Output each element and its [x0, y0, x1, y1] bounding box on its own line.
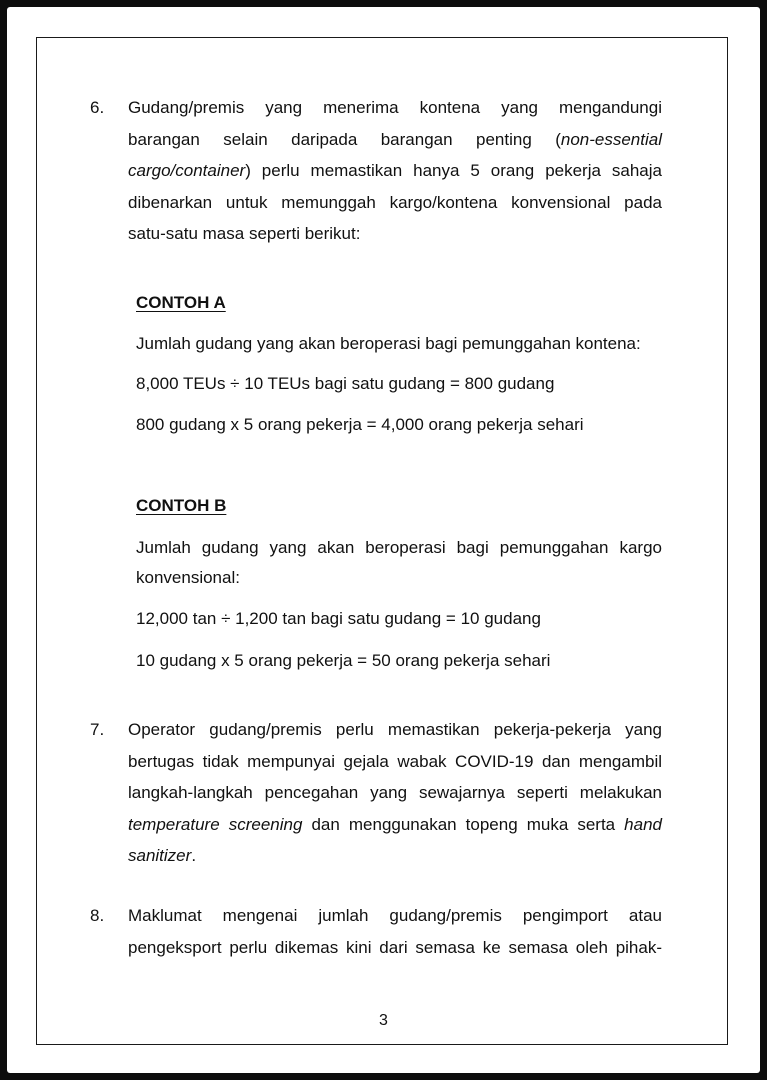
text-line: barangan selain daripada barangan penting (non-essential — [128, 129, 662, 149]
text-line: satu-satu masa seperti berikut: — [128, 224, 361, 243]
paragraph-number: 7. — [90, 720, 105, 739]
example-title: CONTOH B — [136, 496, 227, 515]
text-line: langkah-langkah pencegahan yang sewajarnya seperti melakukan — [128, 783, 662, 802]
example-calculation: 10 gudang x 5 orang pekerja = 50 orang pekerja sehari — [136, 651, 551, 670]
text-line: Gudang/premis yang menerima kontena yang mengandungi — [128, 98, 662, 117]
page-number: 3 — [379, 1012, 388, 1029]
text-line: pengeksport perlu dikemas kini dari semasa ke semasa oleh pihak- — [128, 937, 662, 957]
paragraph-8 — [90, 900, 662, 963]
text-line: Operator gudang/premis perlu memastikan pekerja-pekerja yang — [128, 720, 662, 739]
example-intro: Jumlah gudang yang akan beroperasi bagi pemunggahan kargo — [136, 538, 662, 557]
text-line: cargo/container) perlu memastikan hanya 5 orang pekerja sahaja — [128, 161, 662, 180]
example-calculation: 800 gudang x 5 orang pekerja = 4,000 orang pekerja sehari — [136, 415, 584, 434]
example-title: CONTOH A — [136, 293, 226, 312]
text-line: temperature screening dan menggunakan topeng muka serta hand — [128, 814, 662, 834]
text-line: sanitizer. — [128, 846, 197, 865]
paragraph-number: 8. — [90, 906, 105, 925]
paragraph-body — [128, 92, 662, 250]
paragraph-7 — [90, 714, 662, 872]
example-calculation: 12,000 tan ÷ 1,200 tan bagi satu gudang = 10 gudang — [136, 609, 541, 628]
paragraph-6 — [90, 92, 662, 250]
text-line: Maklumat mengenai jumlah gudang/premis pengimport atau — [128, 906, 662, 925]
text-line: dibenarkan untuk memunggah kargo/kontena konvensional pada — [128, 192, 662, 212]
paragraph-body — [128, 714, 662, 872]
paragraph-body — [128, 900, 662, 963]
example-intro: Jumlah gudang yang akan beroperasi bagi pemunggahan kontena: — [136, 334, 641, 353]
example-calculation: 8,000 TEUs ÷ 10 TEUs bagi satu gudang = 800 gudang — [136, 374, 555, 393]
example-intro: konvensional: — [136, 568, 240, 587]
paragraph-number: 6. — [90, 98, 105, 117]
text-line: bertugas tidak mempunyai gejala wabak COVID-19 dan mengambil — [128, 751, 662, 771]
